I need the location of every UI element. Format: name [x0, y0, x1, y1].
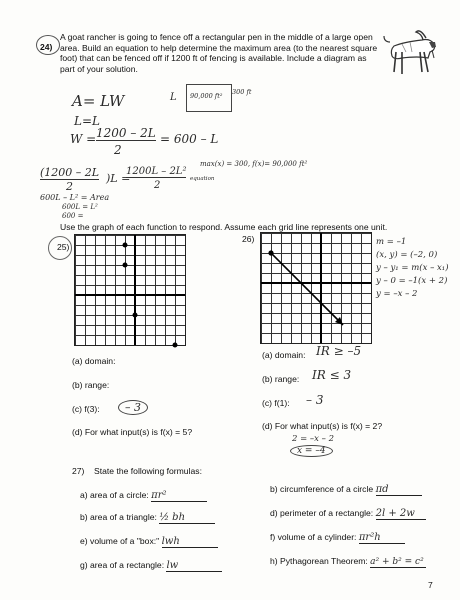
p27-title: State the following formulas:: [94, 466, 202, 476]
formula-label: g) area of a rectangle:: [80, 560, 165, 570]
work-area-formula: A= LW: [72, 92, 125, 110]
p25-input-label: (d) For what input(s) is f(x) = 5?: [72, 427, 193, 437]
formula-label: e) volume of a "box:": [80, 536, 160, 546]
work-frac-mid: )L =: [106, 172, 131, 185]
p26-f1-label: (c) f(1):: [262, 398, 290, 408]
formula-answer: a² + b² = c²: [370, 557, 426, 568]
work-width-denominator: 2: [114, 143, 122, 157]
instructions: Use the graph of each function to respond. Assume each grid line represents one unit.: [60, 222, 388, 232]
formula-answer: πd: [376, 484, 422, 496]
work-width-left: W =: [70, 132, 97, 146]
formula-answer: πr²: [151, 490, 207, 502]
formula-item: [80, 512, 215, 524]
formula-answer: πr²h: [359, 532, 405, 544]
work-area-step: 600L = L²: [62, 203, 98, 211]
p26-domain-label: (a) domain:: [262, 350, 306, 360]
formula-item: [80, 560, 222, 572]
p26-input-label: (d) For what input(s) is f(x) = 2?: [262, 421, 383, 431]
work-area-expression: 600L – L² = Area: [40, 193, 110, 202]
point-a: [123, 243, 128, 248]
work-frac1-numerator: (1200 – 2L: [40, 166, 100, 179]
work-area-step2: 600 =: [62, 212, 84, 220]
goat-icon: [382, 28, 442, 80]
p26-range-answer: IR ≤ 3: [312, 368, 352, 382]
p26-domain-answer: IR ≥ –5: [316, 344, 362, 358]
p26-input-work: 2 = –x – 2: [292, 434, 335, 444]
formula-item: [270, 484, 422, 496]
problem-24-text: A goat rancher is going to fence off a rectangular pen in the middle of a large open area. Build an equation to help determine the maximum area (to the nearest square foot) that can be fenced off if 1200 ft of fencing is available. Include a diagram as part of your solution.: [60, 32, 378, 74]
p27-number: 27): [72, 466, 85, 476]
p26-side-work: [376, 236, 460, 301]
diagram-side-label: 300 ft: [232, 88, 252, 96]
problem-26-number: 26): [242, 234, 255, 244]
formula-item: [80, 490, 207, 502]
point-c: [133, 313, 138, 318]
diagram-area-label: 90,000 ft²: [190, 92, 223, 100]
work-frac2-denominator: 2: [154, 180, 161, 191]
formula-item: [270, 508, 426, 520]
point-d: [173, 343, 178, 348]
work-width-numerator: 1200 – 2L: [96, 126, 156, 140]
side-work-line: y – 0 = –1(x + 2): [376, 276, 448, 286]
formula-label: b) area of a triangle:: [80, 512, 157, 522]
point-b: [123, 263, 128, 268]
formula-label: h) Pythagorean Theorem:: [270, 556, 368, 566]
line-graph: [271, 253, 343, 325]
p25-domain-label: (a) domain:: [72, 356, 116, 366]
formula-label: a) area of a circle:: [80, 490, 149, 500]
formula-answer: ½ bh: [159, 512, 215, 524]
work-frac1-denominator: 2: [66, 180, 73, 193]
formula-label: b) circumference of a circle: [270, 484, 374, 494]
problem-25-number: 25): [57, 242, 70, 252]
page-number: 7: [428, 580, 433, 590]
p25-f3-label: (c) f(3):: [72, 404, 100, 414]
formula-item: [80, 536, 218, 548]
formula-answer: 2l + 2w: [376, 508, 426, 520]
diagram-length-label: L: [170, 92, 177, 103]
p25-range-label: (b) range:: [72, 380, 110, 390]
side-work-line: (x, y) = (–2, 0): [376, 250, 438, 260]
formula-item: [270, 556, 426, 568]
work-length-line: L=L: [74, 114, 100, 128]
side-work-line: m = –1: [376, 237, 407, 247]
work-width-result: = 600 – L: [160, 132, 219, 146]
p26-range-label: (b) range:: [262, 374, 300, 384]
side-work-line: y – y₁ = m(x – x₁): [376, 263, 449, 273]
p25-f3-answer: – 3: [118, 400, 148, 415]
problem-24-number: 24): [40, 42, 53, 52]
p26-input-answer: x = –4: [290, 445, 333, 457]
formula-answer: lw: [166, 560, 222, 572]
work-maximum: max(x) = 300, f(x)= 90,000 ft²: [200, 160, 308, 168]
side-work-line: y = –x – 2: [376, 289, 418, 299]
work-frac2-numerator: 1200L – 2L²: [126, 166, 187, 177]
formula-label: f) volume of a cylinder:: [270, 532, 357, 542]
p26-f1-answer: – 3: [306, 393, 324, 407]
formula-label: d) perimeter of a rectangle:: [270, 508, 374, 518]
problem-25-graph: [74, 234, 186, 346]
formula-item: [270, 532, 405, 544]
problem-26-graph: [260, 232, 372, 344]
work-equation-note: equation: [190, 176, 215, 182]
formula-answer: lwh: [162, 536, 218, 548]
